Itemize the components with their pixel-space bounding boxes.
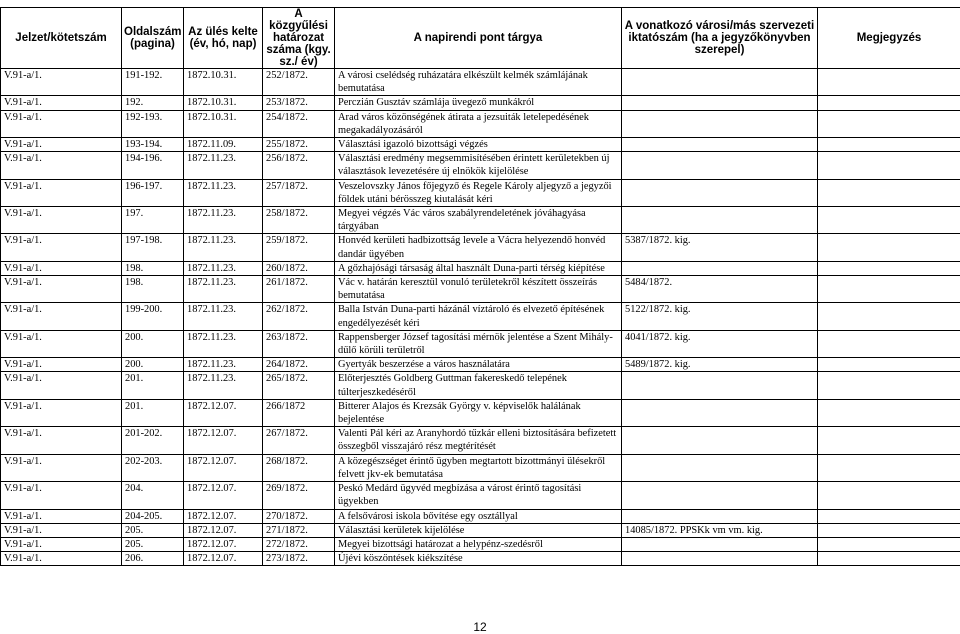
cell-session-date: 1872.10.31. [184,96,263,110]
cell-agenda-topic: Rappensberger József tagosítási mérnök jelentése a Szent Mihály-dűlő körüli területről [335,330,622,357]
cell-page: 191-192. [122,69,184,96]
cell-signature: V.91-a/1. [1,179,122,206]
cell-reference-number [622,110,818,137]
header-signature: Jelzet/kötetszám [1,8,122,69]
cell-agenda-topic: Választási eredmény megsemmisítésében érintett kerületekben új választások levezetésére új elnökök kijelölése [335,152,622,179]
cell-note [818,234,960,261]
cell-note [818,454,960,481]
cell-note [818,330,960,357]
cell-reference-number [622,552,818,566]
cell-reference-number: 5484/1872. [622,276,818,303]
cell-note [818,69,960,96]
cell-signature: V.91-a/1. [1,207,122,234]
cell-page: 200. [122,330,184,357]
cell-session-date: 1872.11.23. [184,179,263,206]
cell-reference-number [622,152,818,179]
cell-page: 192. [122,96,184,110]
cell-session-date: 1872.12.07. [184,509,263,523]
table-row [1,552,960,566]
table-row [1,372,960,399]
cell-page: 205. [122,537,184,551]
table-row [1,207,960,234]
cell-page: 200. [122,358,184,372]
header-resolution-number: A közgyűlési határozat száma (kgy. sz./ év) [263,8,335,69]
cell-signature: V.91-a/1. [1,427,122,454]
cell-reference-number: 5387/1872. kig. [622,234,818,261]
cell-session-date: 1872.11.23. [184,372,263,399]
cell-agenda-topic: Bitterer Alajos és Krezsák György v. képviselők halálának bejelentése [335,399,622,426]
cell-session-date: 1872.12.07. [184,537,263,551]
cell-reference-number [622,261,818,275]
cell-agenda-topic: Arad város közönségének átirata a jezsuiták letelepedésének megakadályozásáról [335,110,622,137]
cell-session-date: 1872.12.07. [184,427,263,454]
table-header [1,8,960,69]
cell-resolution-number: 273/1872. [263,552,335,566]
cell-signature: V.91-a/1. [1,482,122,509]
cell-reference-number: 5489/1872. kig. [622,358,818,372]
cell-resolution-number: 261/1872. [263,276,335,303]
table-row [1,330,960,357]
table-row [1,276,960,303]
cell-resolution-number: 271/1872. [263,523,335,537]
cell-note [818,523,960,537]
cell-note [818,152,960,179]
cell-resolution-number: 270/1872. [263,509,335,523]
cell-note [818,207,960,234]
cell-note [818,110,960,137]
table-row [1,358,960,372]
cell-page: 199-200. [122,303,184,330]
table-row [1,482,960,509]
cell-page: 202-203. [122,454,184,481]
cell-resolution-number: 267/1872. [263,427,335,454]
cell-resolution-number: 266/1872 [263,399,335,426]
cell-resolution-number: 260/1872. [263,261,335,275]
cell-session-date: 1872.12.07. [184,482,263,509]
cell-reference-number [622,454,818,481]
table-row [1,523,960,537]
table-row [1,234,960,261]
cell-note [818,399,960,426]
cell-reference-number: 5122/1872. kig. [622,303,818,330]
cell-signature: V.91-a/1. [1,537,122,551]
table-row [1,96,960,110]
cell-page: 194-196. [122,152,184,179]
table-row [1,152,960,179]
cell-reference-number [622,69,818,96]
header-page: Oldalszám (pagina) [122,8,184,69]
cell-note [818,179,960,206]
table-row [1,399,960,426]
cell-agenda-topic: Választási igazoló bizottsági végzés [335,138,622,152]
header-note: Megjegyzés [818,8,960,69]
cell-resolution-number: 257/1872. [263,179,335,206]
cell-agenda-topic: Honvéd kerületi hadbizottság levele a Vácra helyezendő honvéd dandár ügyében [335,234,622,261]
cell-agenda-topic: Gyertyák beszerzése a város használatára [335,358,622,372]
cell-page: 205. [122,523,184,537]
table-body [1,69,960,566]
cell-session-date: 1872.11.23. [184,207,263,234]
cell-agenda-topic: Valenti Pál kéri az Aranyhordó tűzkár elleni biztosítására befizetett összegből visszajáró rész megtérítését [335,427,622,454]
cell-agenda-topic: Veszelovszky János főjegyző és Regele Károly aljegyző a jegyzői földek utáni bérösszeg kiutalását kéri [335,179,622,206]
cell-signature: V.91-a/1. [1,454,122,481]
cell-note [818,552,960,566]
header-row [1,8,960,69]
cell-resolution-number: 263/1872. [263,330,335,357]
cell-resolution-number: 265/1872. [263,372,335,399]
cell-resolution-number: 255/1872. [263,138,335,152]
cell-signature: V.91-a/1. [1,96,122,110]
cell-agenda-topic: Perczián Gusztáv számlája üvegező munkákról [335,96,622,110]
cell-page: 198. [122,261,184,275]
cell-page: 197-198. [122,234,184,261]
cell-page: 204. [122,482,184,509]
cell-signature: V.91-a/1. [1,358,122,372]
cell-page: 196-197. [122,179,184,206]
cell-session-date: 1872.11.23. [184,261,263,275]
cell-session-date: 1872.12.07. [184,454,263,481]
cell-note [818,427,960,454]
cell-resolution-number: 258/1872. [263,207,335,234]
table-row [1,138,960,152]
cell-page: 193-194. [122,138,184,152]
cell-reference-number [622,537,818,551]
cell-page: 198. [122,276,184,303]
cell-resolution-number: 253/1872. [263,96,335,110]
cell-signature: V.91-a/1. [1,330,122,357]
cell-signature: V.91-a/1. [1,372,122,399]
table-row [1,69,960,96]
cell-signature: V.91-a/1. [1,138,122,152]
table-row [1,427,960,454]
cell-signature: V.91-a/1. [1,509,122,523]
cell-session-date: 1872.12.07. [184,399,263,426]
table-row [1,454,960,481]
cell-resolution-number: 256/1872. [263,152,335,179]
header-session-date: Az ülés kelte (év, hó, nap) [184,8,263,69]
table-row [1,303,960,330]
cell-session-date: 1872.11.23. [184,234,263,261]
cell-agenda-topic: A gőzhajósági társaság által használt Duna-parti térség kiépítése [335,261,622,275]
cell-reference-number [622,509,818,523]
cell-note [818,261,960,275]
cell-page: 204-205. [122,509,184,523]
cell-agenda-topic: Előterjesztés Goldberg Guttman fakereskedő telepének túlterjeszkedéséről [335,372,622,399]
cell-reference-number: 4041/1872. kig. [622,330,818,357]
cell-session-date: 1872.11.23. [184,358,263,372]
cell-page: 201. [122,399,184,426]
cell-page: 201-202. [122,427,184,454]
cell-session-date: 1872.12.07. [184,523,263,537]
cell-resolution-number: 268/1872. [263,454,335,481]
cell-signature: V.91-a/1. [1,303,122,330]
cell-agenda-topic: Peskó Medárd ügyvéd megbízása a várost érintő tagosítási ügyekben [335,482,622,509]
cell-note [818,537,960,551]
cell-note [818,303,960,330]
cell-agenda-topic: Balla István Duna-parti házánál víztároló és elvezető építésének engedélyezését kéri [335,303,622,330]
cell-agenda-topic: Megyei bizottsági határozat a helypénz-szedésről [335,537,622,551]
cell-page: 197. [122,207,184,234]
cell-resolution-number: 272/1872. [263,537,335,551]
cell-session-date: 1872.11.23. [184,303,263,330]
cell-resolution-number: 254/1872. [263,110,335,137]
cell-signature: V.91-a/1. [1,399,122,426]
cell-resolution-number: 252/1872. [263,69,335,96]
cell-resolution-number: 269/1872. [263,482,335,509]
cell-page: 206. [122,552,184,566]
cell-session-date: 1872.10.31. [184,110,263,137]
cell-session-date: 1872.12.07. [184,552,263,566]
cell-signature: V.91-a/1. [1,69,122,96]
cell-reference-number [622,427,818,454]
cell-signature: V.91-a/1. [1,152,122,179]
cell-reference-number [622,138,818,152]
cell-session-date: 1872.11.23. [184,152,263,179]
cell-signature: V.91-a/1. [1,552,122,566]
cell-signature: V.91-a/1. [1,523,122,537]
header-agenda-topic: A napirendi pont tárgya [335,8,622,69]
cell-reference-number [622,207,818,234]
cell-note [818,372,960,399]
cell-agenda-topic: Megyei végzés Vác város szabályrendeletének jóváhagyása tárgyában [335,207,622,234]
cell-resolution-number: 264/1872. [263,358,335,372]
header-reference-number: A vonatkozó városi/más szervezeti iktatószám (ha a jegyzőkönyvben szerepel) [622,8,818,69]
cell-resolution-number: 262/1872. [263,303,335,330]
cell-session-date: 1872.11.23. [184,276,263,303]
cell-agenda-topic: A felsővárosi iskola bővítése egy osztállyal [335,509,622,523]
cell-reference-number [622,179,818,206]
cell-note [818,138,960,152]
cell-agenda-topic: A közegészséget érintő ügyben megtartott bizottmányi ülésekről felvett jkv-ek bemutatása [335,454,622,481]
cell-signature: V.91-a/1. [1,261,122,275]
cell-signature: V.91-a/1. [1,276,122,303]
cell-agenda-topic: A városi cselédség ruházatára elkészült kelmék számlájának bemutatása [335,69,622,96]
cell-resolution-number: 259/1872. [263,234,335,261]
cell-session-date: 1872.11.09. [184,138,263,152]
cell-note [818,509,960,523]
cell-reference-number [622,96,818,110]
table-row [1,179,960,206]
table-row [1,537,960,551]
page-number: 12 [0,621,960,633]
cell-session-date: 1872.11.23. [184,330,263,357]
cell-agenda-topic: Újévi köszöntések kiékszítése [335,552,622,566]
cell-note [818,358,960,372]
table-row [1,509,960,523]
cell-reference-number [622,399,818,426]
cell-note [818,482,960,509]
cell-page: 192-193. [122,110,184,137]
cell-agenda-topic: Választási kerületek kijelölése [335,523,622,537]
cell-note [818,276,960,303]
cell-signature: V.91-a/1. [1,234,122,261]
cell-reference-number [622,372,818,399]
cell-signature: V.91-a/1. [1,110,122,137]
cell-note [818,96,960,110]
cell-reference-number [622,482,818,509]
table-row [1,261,960,275]
cell-agenda-topic: Vác v. határán keresztül vonuló területekről készített összeírás bemutatása [335,276,622,303]
table-row [1,110,960,137]
cell-page: 201. [122,372,184,399]
cell-reference-number: 14085/1872. PPSKk vm vm. kig. [622,523,818,537]
minutes-register-table [0,7,960,566]
cell-session-date: 1872.10.31. [184,69,263,96]
